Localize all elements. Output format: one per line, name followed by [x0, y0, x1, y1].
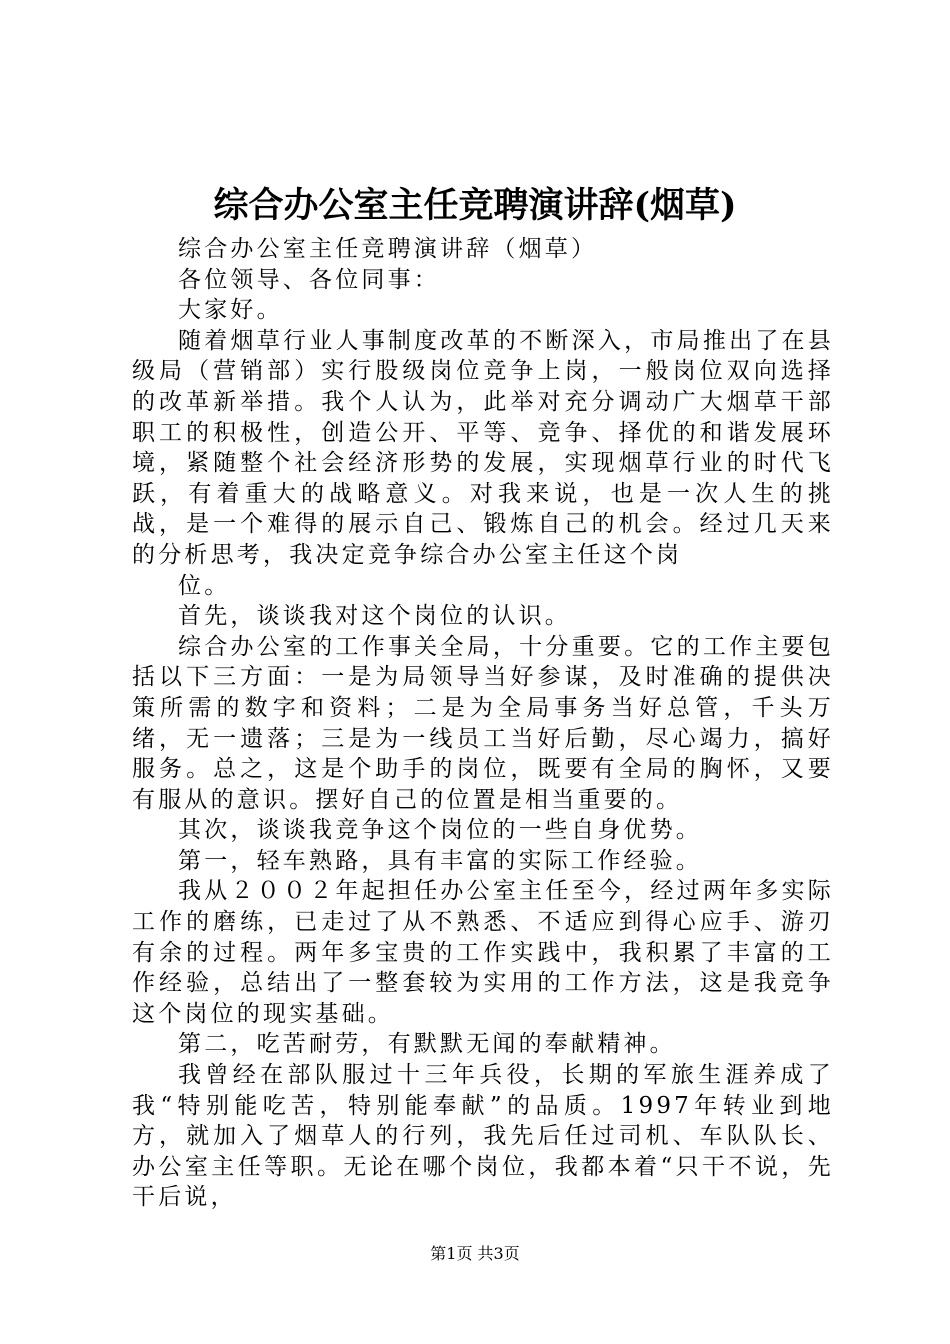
- paragraph-second-heading: 其次，谈谈我竞争这个岗位的一些自身优势。: [178, 817, 702, 844]
- paragraph-military-service: 我曾经在部队服过十三年兵役，长期的军旅生涯养成了我“特别能吃苦，特别能奉献”的品质。1997年转业到地方，就加入了烟草人的行列，我先后任过司机、车队队长、办公室主任等职。无论在哪个岗位，我都本着“只干不说，先干后说，: [132, 1062, 834, 1211]
- document-body: [132, 234, 834, 1213]
- paragraph-role-description: 综合办公室的工作事关全局，十分重要。它的工作主要包括以下三方面：一是为局领导当好参谋，及时准确的提供决策所需的数字和资料；二是为全局事务当好总管，千头万绪，无一遗落；三是为一线员工当好后勤，尽心竭力，搞好服务。总之，这是个助手的岗位，既要有全局的胸怀，又要有服从的意识。摆好自己的位置是相当重要的。: [132, 633, 834, 813]
- paragraph-advantage-one: 第一，轻车熟路，具有丰富的实际工作经验。: [178, 847, 702, 874]
- paragraph-intro-continuation: 位。: [178, 572, 231, 599]
- paragraph-subtitle: 综合办公室主任竞聘演讲辞（烟草）: [178, 236, 598, 262]
- paragraph-experience: 我从２００２年起担任办公室主任至今，经过两年多实际工作的磨练，已走过了从不熟悉、不适应到得心应手、游刃有余的过程。两年多宝贵的工作实践中，我积累了丰富的工作经验，总结出了一整套较为实用的工作方法，这是我竞争这个岗位的现实基础。: [132, 878, 834, 1027]
- paragraph-advantage-two: 第二，吃苦耐劳，有默默无闻的奉献精神。: [178, 1031, 676, 1058]
- paragraph-greeting: 大家好。: [178, 297, 283, 324]
- page-number-footer: 第1页 共3页: [430, 1244, 520, 1263]
- paragraph-salutation: 各位领导、各位同事：: [178, 266, 440, 293]
- paragraph-intro: 随着烟草行业人事制度改革的不断深入，市局推出了在县级局（营销部）实行股级岗位竞争上岗，一般岗位双向选择的改革新举措。我个人认为，此举对充分调动广大烟草干部职工的积极性，创造公开、平等、竞争、择优的和谐发展环境，紧随整个社会经济形势的发展，实现烟草行业的时代飞跃，有着重大的战略意义。对我来说，也是一次人生的挑战，是一个难得的展示自己、锻炼自己的机会。经过几天来的分析思考，我决定竞争综合办公室主任这个岗: [132, 327, 834, 568]
- paragraph-first-heading: 首先，谈谈我对这个岗位的认识。: [178, 603, 571, 630]
- document-title: 综合办公室主任竞聘演讲辞(烟草): [213, 185, 737, 226]
